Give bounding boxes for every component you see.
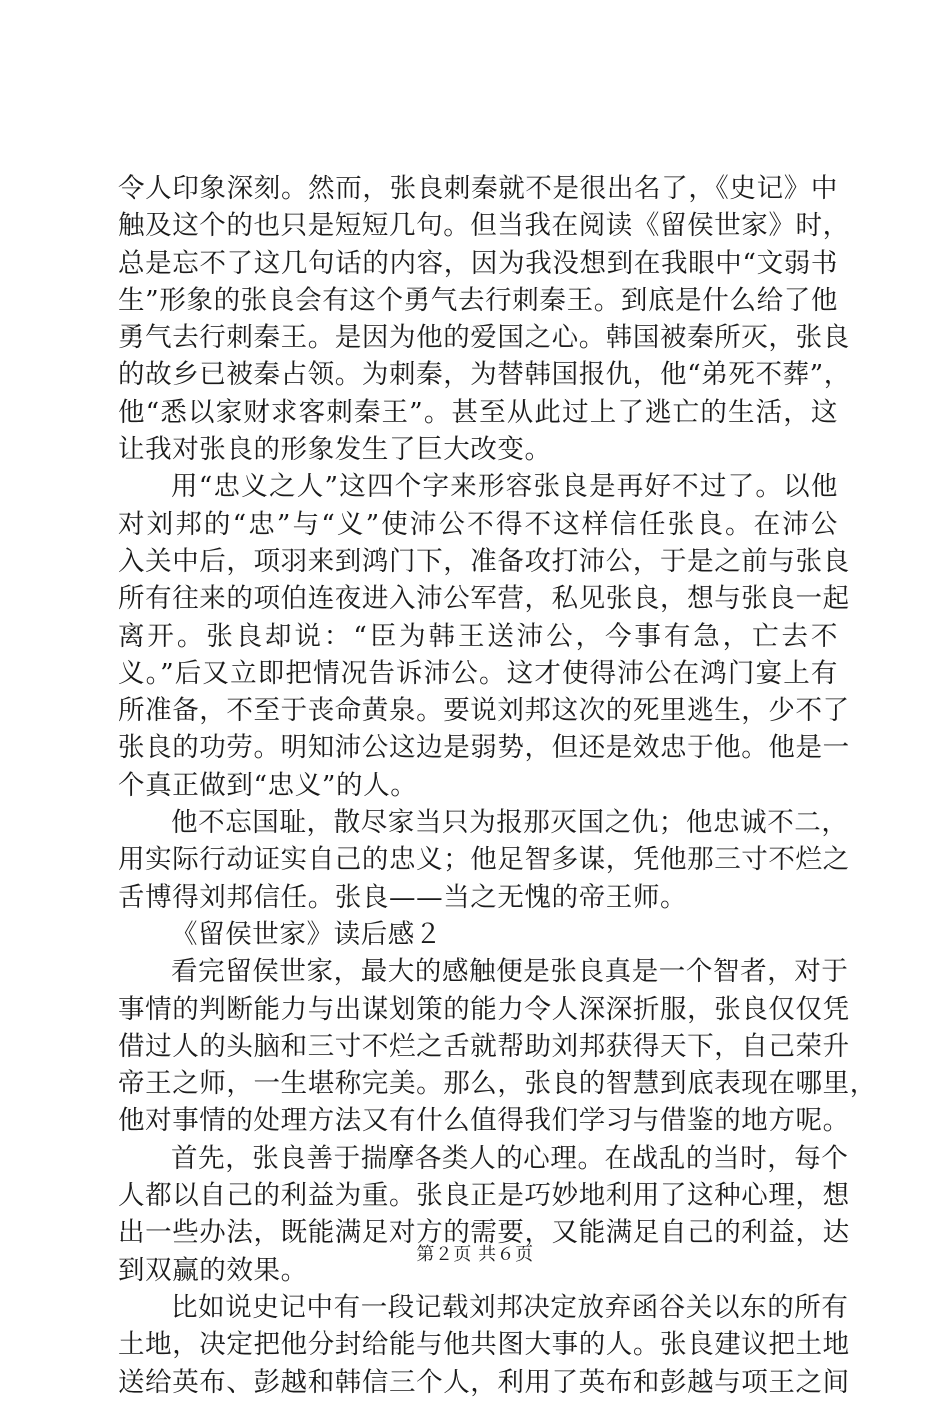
document-body xyxy=(118,170,877,1401)
text-line: 张良的功劳。明知沛公这边是弱势，但还是效忠于他。他是一 xyxy=(118,732,850,764)
text-line: 借过人的头脑和三寸不烂之舌就帮助刘邦获得天下，自己荣升 xyxy=(118,1030,850,1062)
text-line: 他“悉以家财求客刺秦王”。甚至从此过上了逃亡的生活，这 xyxy=(118,396,838,428)
text-line: 出一些办法，既能满足对方的需要，又能满足自己的利益，达 xyxy=(118,1217,850,1249)
text-line: 人都以自己的利益为重。张良正是巧妙地利用了这种心理，想 xyxy=(118,1180,850,1212)
text-line: 个真正做到“忠义”的人。 xyxy=(118,769,418,801)
page-footer: 第２页 共６页 xyxy=(416,1244,534,1265)
text-line: 到双赢的效果。 xyxy=(118,1254,308,1286)
text-line: 离开。张良却说：“臣为韩王送沛公，今事有急，亡去不 xyxy=(118,620,838,652)
text-line: 所有往来的项伯连夜进入沛公军营，私见张良，想与张良一起 xyxy=(118,583,850,615)
text-line: 比如说史记中有一段记载刘邦决定放弃函谷关以东的所有 xyxy=(171,1291,849,1323)
text-line: 对刘邦的“忠”与“义”使沛公不得不这样信任张良。在沛公 xyxy=(118,508,838,540)
text-line: 总是忘不了这几句话的内容，因为我没想到在我眼中“文弱书 xyxy=(118,247,838,279)
text-line: 的故乡已被秦占领。为刺秦，为替韩国报仇，他“弟死不葬”， xyxy=(118,359,851,391)
text-line: 送给英布、彭越和韩信三个人，利用了英布和彭越与项王之间 xyxy=(118,1366,850,1398)
text-line: 用“忠义之人”这四个字来形容张良是再好不过了。以他 xyxy=(171,471,838,503)
text-line: 舌博得刘邦信任。张良——当之无愧的帝王师。 xyxy=(118,881,688,913)
text-line: 首先，张良善于揣摩各类人的心理。在战乱的当时，每个 xyxy=(171,1142,849,1174)
text-line: 所准备，不至于丧命黄泉。要说刘邦这次的死里逃生，少不了 xyxy=(118,695,850,727)
text-line: 令人印象深刻。然而，张良刺秦就不是很出名了，《史记》中 xyxy=(118,173,838,204)
text-line: 他不忘国耻，散尽家当只为报那灭国之仇；他忠诚不二， xyxy=(171,807,849,839)
section-heading: 《留侯世家》读后感２ xyxy=(171,918,442,950)
text-line: 事情的判断能力与出谋划策的能力令人深深折服，张良仅仅凭 xyxy=(118,993,850,1025)
text-line: 帝王之师，一生堪称完美。那么，张良的智慧到底表现在哪里， xyxy=(118,1068,877,1100)
text-line: 义。”后又立即把情况告诉沛公。这才使得沛公在鸿门宴上有 xyxy=(118,657,838,689)
text-line: 土地，决定把他分封给能与他共图大事的人。张良建议把土地 xyxy=(118,1329,850,1361)
text-line: 入关中后，项羽来到鸿门下，准备攻打沛公，于是之前与张良 xyxy=(118,545,850,577)
text-line: 他对事情的处理方法又有什么值得我们学习与借鉴的地方呢。 xyxy=(118,1105,850,1137)
text-line: 触及这个的也只是短短几句。但当我在阅读《留侯世家》时， xyxy=(118,210,850,242)
text-line: 生”形象的张良会有这个勇气去行刺秦王。到底是什么给了他 xyxy=(118,284,838,316)
text-line: 让我对张良的形象发生了巨大改变。 xyxy=(118,434,552,466)
text-line: 看完留侯世家，最大的感触便是张良真是一个智者，对于 xyxy=(171,956,849,988)
text-line: 用实际行动证实自己的忠义；他足智多谋，凭他那三寸不烂之 xyxy=(118,844,850,876)
text-line: 勇气去行刺秦王。是因为他的爱国之心。韩国被秦所灭，张良 xyxy=(118,322,850,354)
